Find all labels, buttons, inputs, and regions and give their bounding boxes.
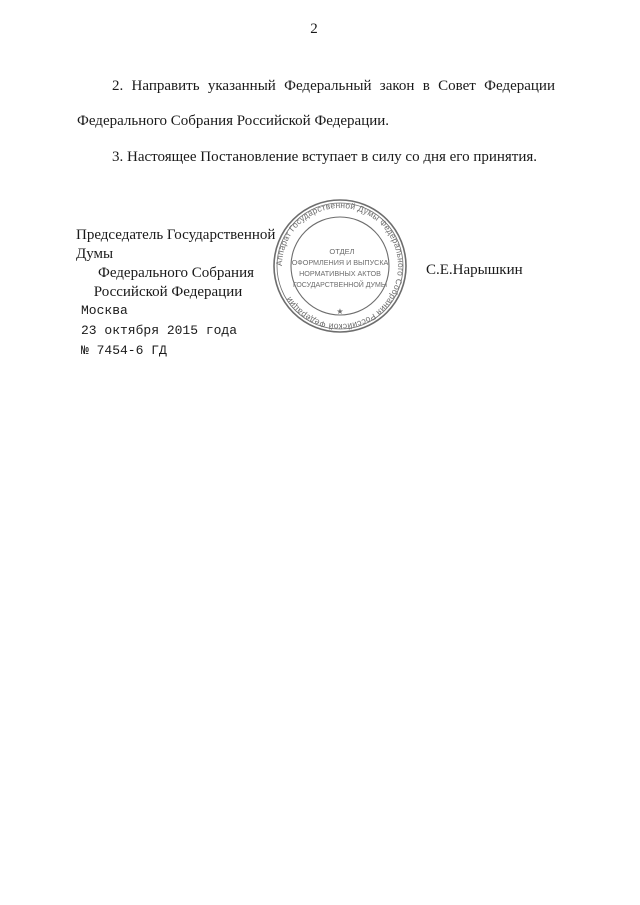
seal-inner-line-3: НОРМАТИВНЫХ АКТОВ [299, 269, 381, 278]
paragraph-2-line-1: 2. Направить указанный Федеральный закон в Совет Федерации [112, 78, 555, 94]
signatory-position-line-1: Председатель Государственной Думы [76, 227, 276, 262]
page-number: 2 [310, 21, 318, 37]
signatory-name: С.Е.Нарышкин [426, 262, 523, 278]
seal-star-icon: ★ [336, 307, 344, 316]
seal-inner-line-1: ОТДЕЛ [329, 247, 355, 256]
paragraph-3: 3. Настоящее Постановление вступает в силу со дня его принятия. [112, 149, 538, 165]
footer-city: Москва [81, 303, 128, 318]
signatory-position-line-2: Федерального Собрания [97, 265, 255, 281]
footer-document-number: № 7454-6 ГД [81, 343, 167, 358]
seal-inner-line-4: ГОСУДАРСТВЕННОЙ ДУМЫ [292, 282, 388, 289]
paragraph-2-line-2: Федерального Собрания Российской Федерации. [77, 113, 390, 129]
signatory-position-line-3: Российской Федерации [93, 284, 243, 300]
footer-date: 23 октября 2015 года [81, 323, 238, 338]
seal-ring-text: Аппарат Государственной Думы Федерального Собрания Российской Федерации [273, 199, 407, 333]
official-seal-stamp [270, 196, 410, 336]
seal-inner-line-2: ОФОРМЛЕНИЯ И ВЫПУСКА [291, 258, 389, 267]
